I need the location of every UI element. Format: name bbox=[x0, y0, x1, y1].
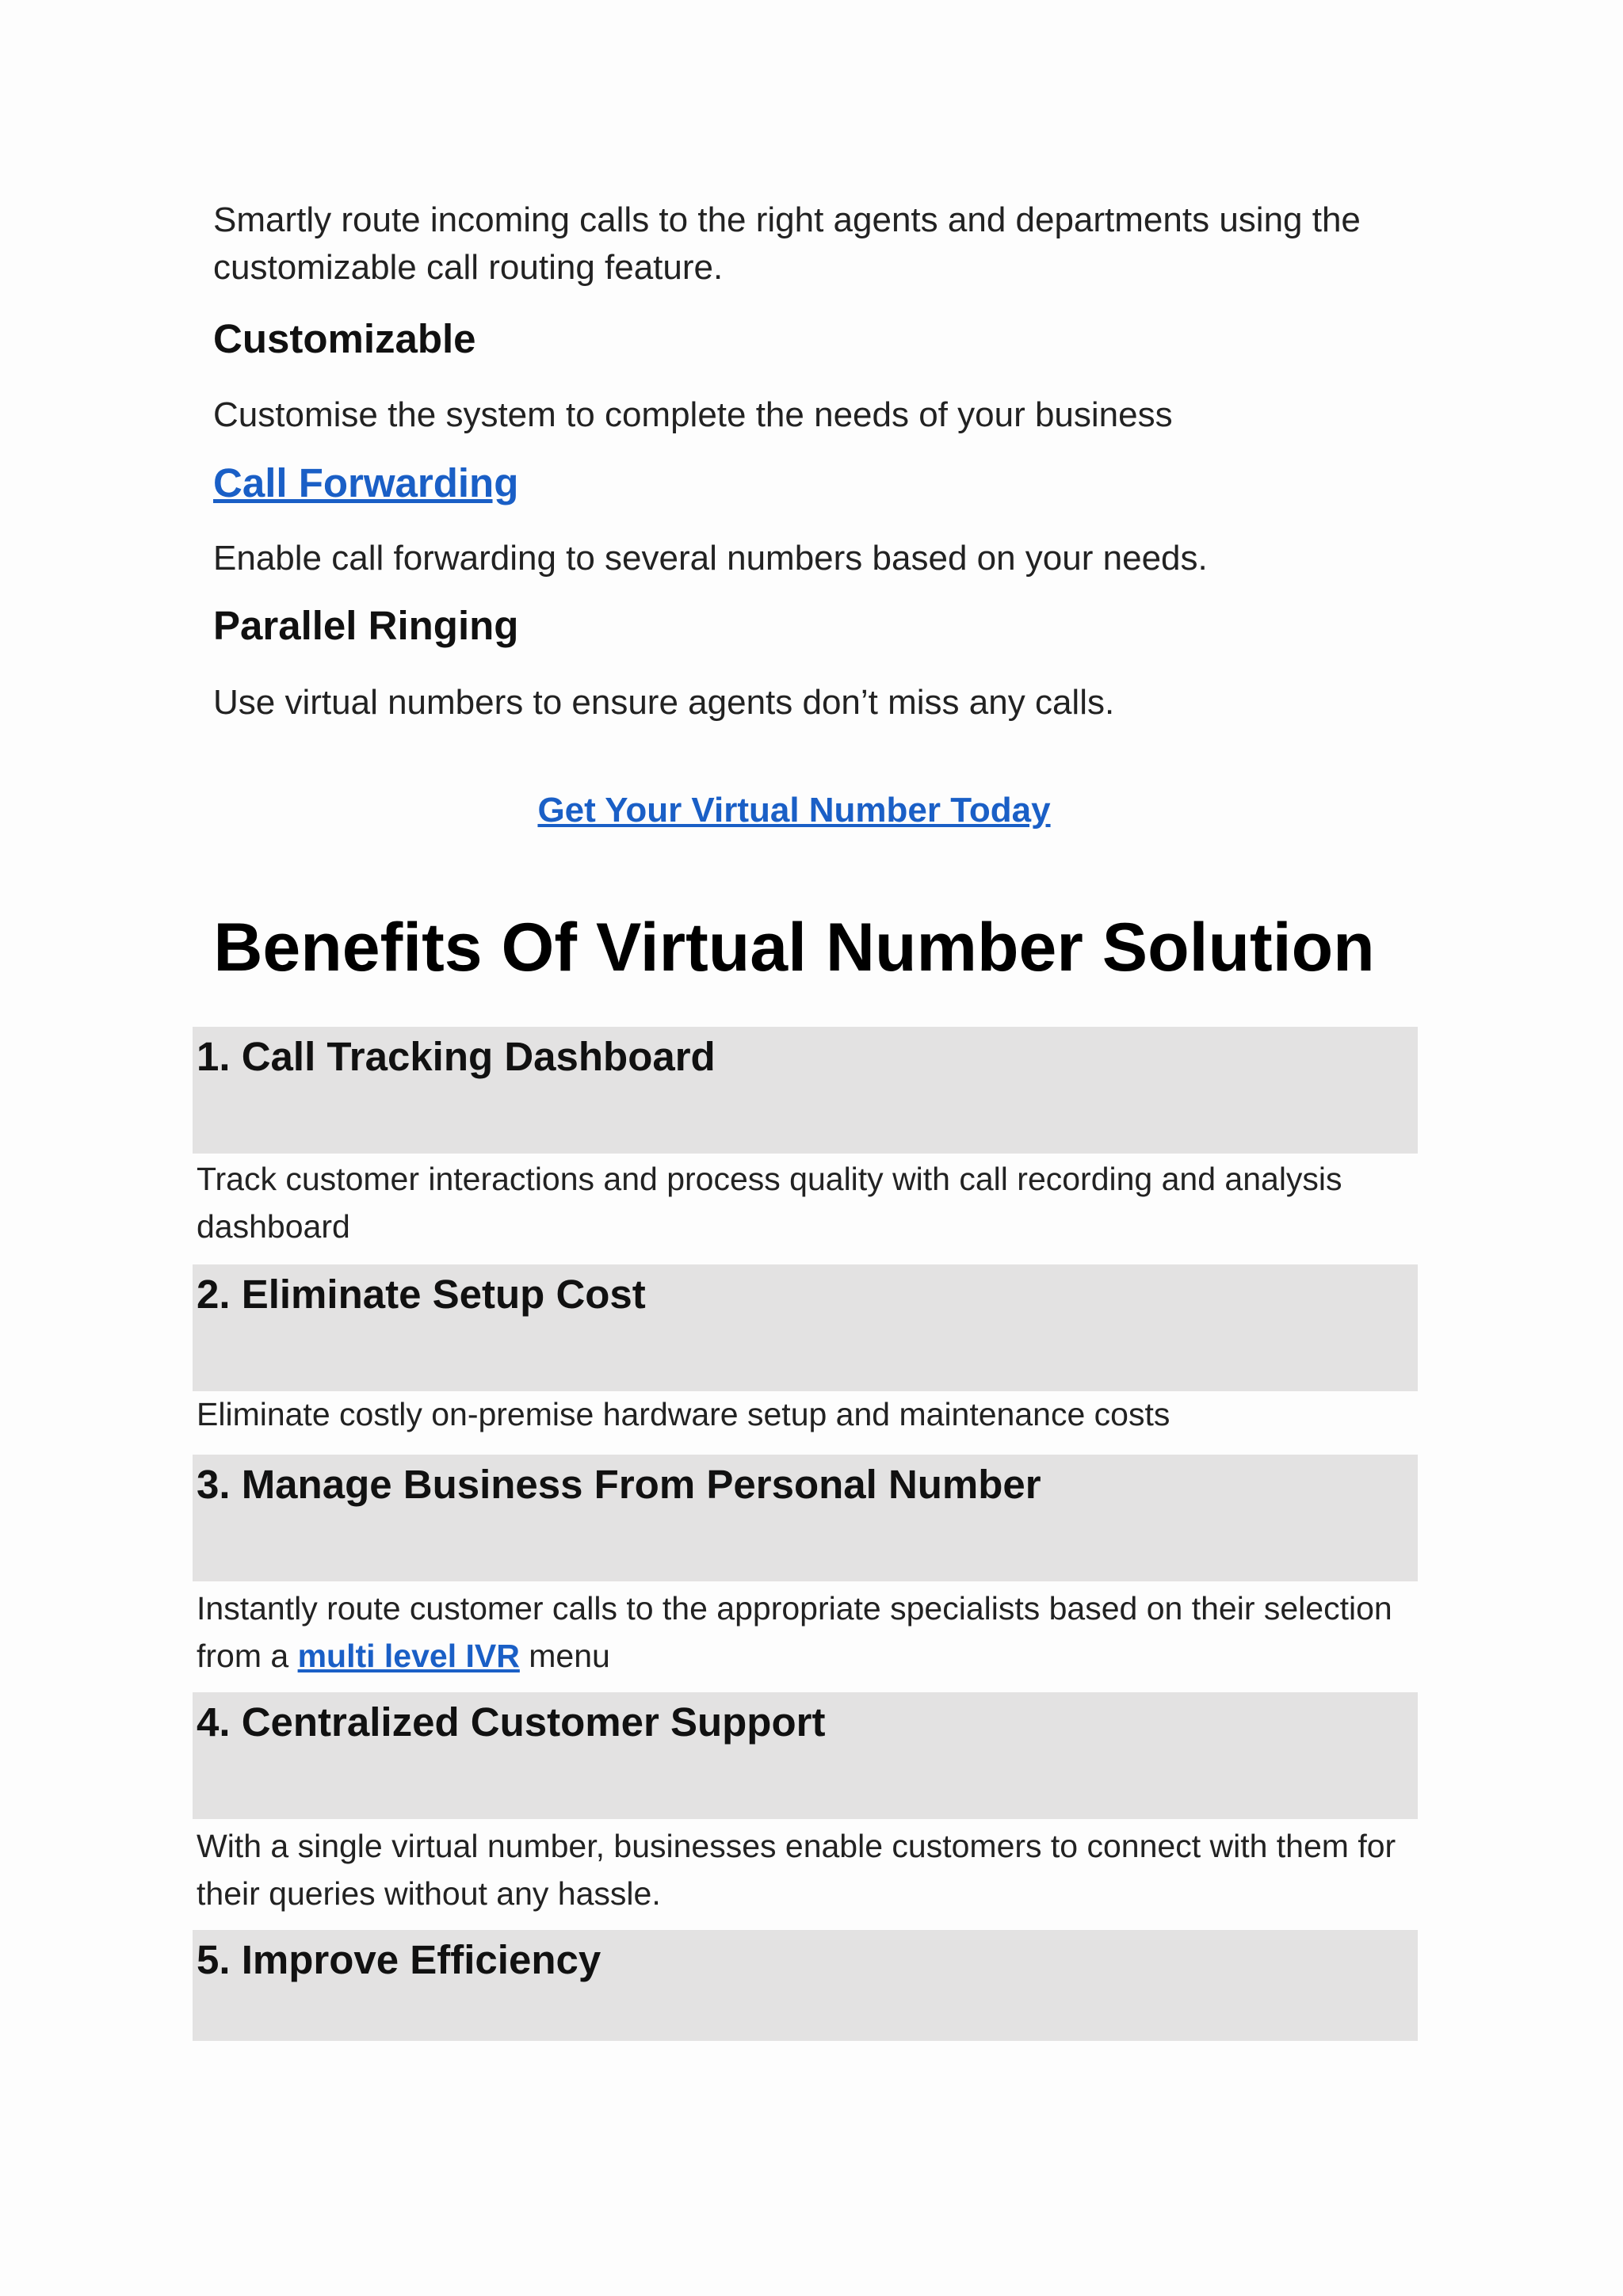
get-virtual-number-link[interactable]: Get Your Virtual Number Today bbox=[537, 791, 1051, 830]
intro-paragraph: Smartly route incoming calls to the right agents and departments using the customizable call routing feature. bbox=[213, 200, 1361, 287]
benefits-title: Benefits Of Virtual Number Solution bbox=[213, 910, 1375, 986]
benefit-header-1 bbox=[193, 1027, 1418, 1154]
benefit-text-2: Eliminate costly on-premise hardware setup and maintenance costs bbox=[197, 1396, 1170, 1432]
benefit-text-3-part2: menu bbox=[519, 1638, 610, 1674]
benefit-title-3: 3. Manage Business From Personal Number bbox=[197, 1462, 1041, 1507]
multi-level-ivr-link[interactable]: multi level IVR bbox=[297, 1638, 520, 1674]
benefit-title-5: 5. Improve Efficiency bbox=[197, 1937, 601, 1982]
benefit-title-4: 4. Centralized Customer Support bbox=[197, 1699, 826, 1745]
parallel-ringing-heading: Parallel Ringing bbox=[213, 603, 519, 648]
benefit-text-4: With a single virtual number, businesses enable customers to connect with them for their queries without any hassle. bbox=[197, 1828, 1396, 1912]
benefit-title-1: 1. Call Tracking Dashboard bbox=[197, 1034, 716, 1079]
benefit-text-1: Track customer interactions and process quality with call recording and analysis dashboard bbox=[197, 1161, 1342, 1245]
benefit-text-3-part1: Instantly route customer calls to the appropriate specialists based on their selection from a bbox=[197, 1590, 1392, 1674]
parallel-ringing-text: Use virtual numbers to ensure agents don’t miss any calls. bbox=[213, 683, 1115, 722]
cta-container bbox=[0, 791, 1588, 830]
benefit-header-4 bbox=[193, 1692, 1418, 1819]
customizable-text: Customise the system to complete the needs of your business bbox=[213, 395, 1173, 434]
benefit-header-3 bbox=[193, 1455, 1418, 1581]
customizable-heading: Customizable bbox=[213, 316, 476, 361]
benefit-header-5 bbox=[193, 1930, 1418, 2041]
call-forwarding-text: Enable call forwarding to several numbers based on your needs. bbox=[213, 539, 1208, 578]
benefit-title-2: 2. Eliminate Setup Cost bbox=[197, 1272, 646, 1317]
benefit-header-2 bbox=[193, 1264, 1418, 1391]
benefit-text-3 bbox=[197, 1585, 1417, 1680]
call-forwarding-link[interactable]: Call Forwarding bbox=[213, 460, 519, 505]
